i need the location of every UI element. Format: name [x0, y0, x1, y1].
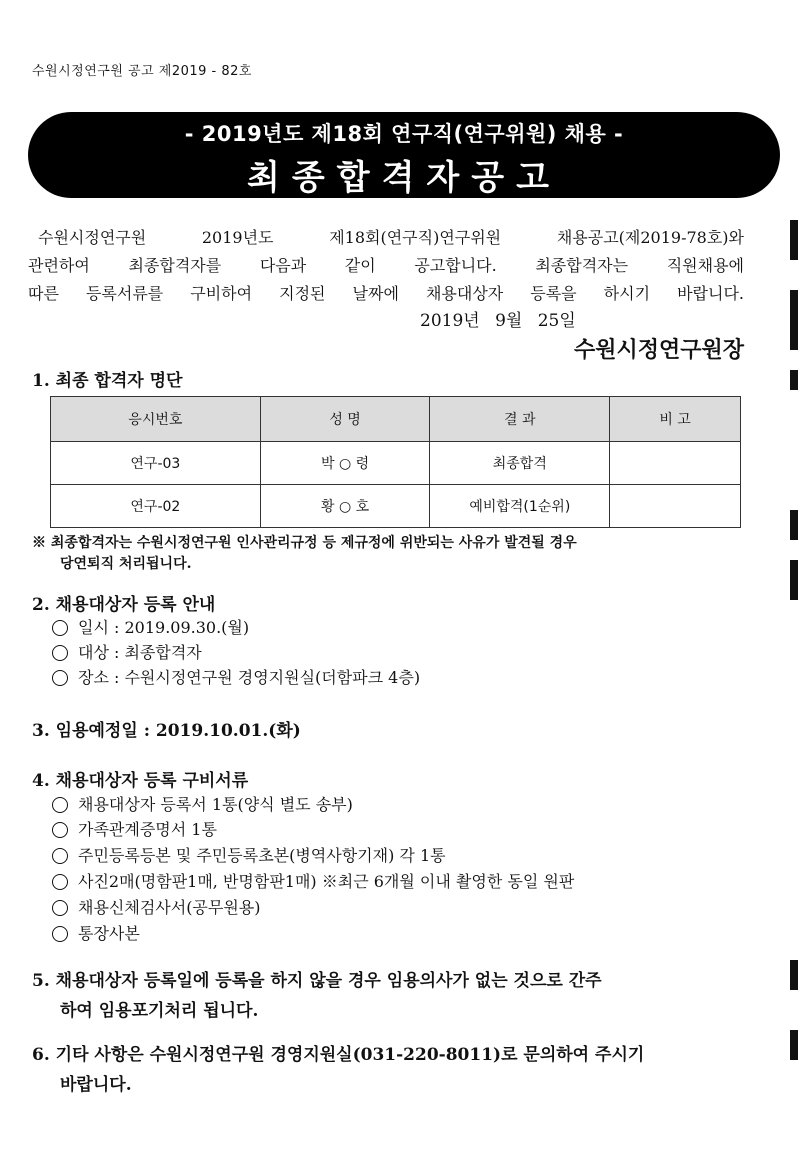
- circle-bullet-icon: [52, 900, 68, 916]
- title-banner: [28, 112, 780, 198]
- list-item: 대상 : 최종합격자: [52, 640, 202, 665]
- list-item: 주민등록등본 및 주민등록초본(병역사항기재) 각 1통: [52, 843, 446, 868]
- list-item: 장소 : 수원시정연구원 경영지원실(더함파크 4층): [52, 665, 420, 690]
- section4-title: 4. 채용대상자 등록 구비서류: [32, 771, 249, 791]
- column-header: 결 과: [430, 397, 610, 442]
- intro-line-1: 수원시정연구원 2019년도 제18회(연구직)연구위원 채용공고(제2019-78호)와: [38, 228, 744, 247]
- circle-bullet-icon: [52, 670, 68, 686]
- table-cell: 최종합격: [430, 442, 610, 485]
- intro-line-2: 관련하여 최종합격자를 다음과 같이 공고합니다. 최종합격자는 직원채용에: [28, 256, 744, 275]
- disqualification-note: [32, 533, 744, 575]
- document-number: 수원시정연구원 공고 제2019 - 82호: [32, 64, 252, 79]
- circle-bullet-icon: [52, 822, 68, 838]
- banner-title: 최종합격자공고: [247, 158, 561, 198]
- table-row: [51, 442, 741, 485]
- circle-bullet-icon: [52, 620, 68, 636]
- column-header: 응시번호: [51, 397, 261, 442]
- section6-paragraph: [32, 1040, 744, 1100]
- list-item: 채용신체검사서(공무원용): [52, 895, 261, 920]
- table-cell: 예비합격(1순위): [430, 485, 610, 528]
- section6-line-1: 6. 기타 사항은 수원시정연구원 경영지원실(031-220-8011)로 문의하여 주시기: [32, 1045, 645, 1065]
- announcement-date: 2019년 9월 25일: [420, 311, 576, 331]
- page-edge-marks: [790, 200, 800, 1060]
- circle-bullet-icon: [52, 874, 68, 890]
- table-header-row: [51, 397, 741, 442]
- section5-line-2: 하여 임용포기처리 됩니다.: [60, 1001, 259, 1021]
- section5-paragraph: [32, 966, 744, 1026]
- intro-paragraph: [28, 224, 744, 308]
- circle-bullet-icon: [52, 645, 68, 661]
- banner-subtitle: - 2019년도 제18회 연구직(연구위원) 채용 -: [184, 122, 624, 146]
- table-cell: [610, 442, 741, 485]
- note-line-1: ※ 최종합격자는 수원시정연구원 인사관리규정 등 제규정에 위반되는 사유가 발견될 경우: [32, 535, 577, 551]
- table-cell: 연구-02: [51, 485, 261, 528]
- list-item: 일시 : 2019.09.30.(월): [52, 615, 249, 640]
- table-cell: 황 ○ 호: [260, 485, 430, 528]
- list-item: 통장사본: [52, 921, 140, 946]
- column-header: 성 명: [260, 397, 430, 442]
- section3-title: 3. 임용예정일 : 2019.10.01.(화): [32, 721, 301, 741]
- circle-bullet-icon: [52, 848, 68, 864]
- table-cell: 연구-03: [51, 442, 261, 485]
- signer: 수원시정연구원장: [573, 338, 744, 363]
- section6-line-2: 바랍니다.: [60, 1075, 132, 1095]
- circle-bullet-icon: [52, 926, 68, 942]
- column-header: 비 고: [610, 397, 741, 442]
- table-cell: 박 ○ 령: [260, 442, 430, 485]
- note-line-2: 당연퇴직 처리됩니다.: [60, 556, 192, 572]
- intro-line-3: 따른 등록서류를 구비하여 지정된 날짜에 채용대상자 등록을 하시기 바랍니다.: [28, 284, 744, 303]
- section2-title: 2. 채용대상자 등록 안내: [32, 595, 216, 615]
- circle-bullet-icon: [52, 797, 68, 813]
- section5-line-1: 5. 채용대상자 등록일에 등록을 하지 않을 경우 임용의사가 없는 것으로 간주: [32, 971, 602, 991]
- list-item: 가족관계증명서 1통: [52, 817, 217, 842]
- table-cell: [610, 485, 741, 528]
- list-item: 채용대상자 등록서 1통(양식 별도 송부): [52, 792, 353, 817]
- section1-title: 1. 최종 합격자 명단: [32, 371, 183, 391]
- results-table: [50, 396, 741, 528]
- table-row: [51, 485, 741, 528]
- list-item: 사진2매(명함판1매, 반명함판1매) ※최근 6개월 이내 촬영한 동일 원판: [52, 869, 574, 894]
